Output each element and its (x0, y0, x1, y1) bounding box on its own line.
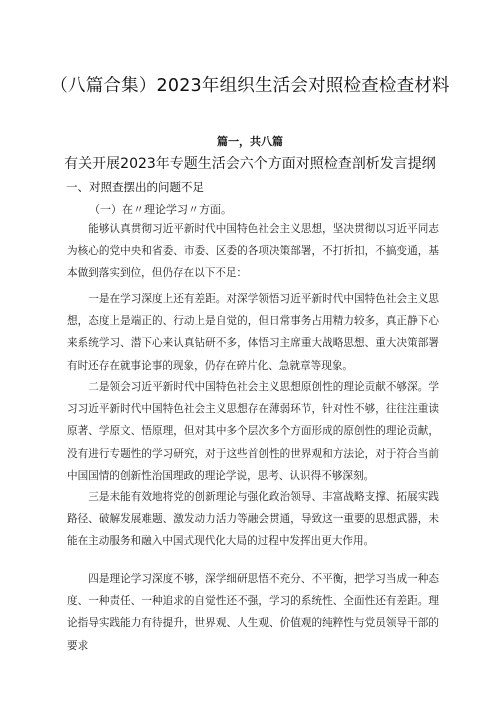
body-paragraph: 四是理论学习深度不够，深学细研思悟不充分、不平衡，把学习当成一种态度、一种责任、一种追求的自觉性还不强，学习的系统性、全面性还有差距。理论指导实践能力有待提升，世界观、人生观、价值观的纯粹性与党员领导干部的要求 (67, 573, 439, 652)
body-paragraph: 二是领会习近平新时代中国特色社会主义思想原创性的理论贡献不够深。学习习近平新时代中国特色社会主义思想存在薄弱环节，针对性不够，往往注重读原著、学原文、悟原理，但对其中多个层次多个方面形成的原创性的理论贡献，没有进行专题性的学习研究，对于这些首创性的世界观和方法论，对于符合当前中国国情的创新性治国理政的理论学说，思考、认识得不够深刻。 (67, 381, 439, 482)
body-paragraph: 一是在学习深度上还有差距。对深学领悟习近平新时代中国特色社会主义思想，态度上是端正的、行动上是自觉的，但日常事务占用精力较多，真正静下心来系统学习、潜下心来认真钻研不多，体悟习主席重大战略思想、重大决策部署有时还存在就事论事的现象，仍存在碎片化、急就章等现象。 (67, 293, 439, 372)
chapter-label: 篇一，共八篇 (217, 135, 283, 148)
section-heading: 一、对照查摆出的问题不足 (66, 180, 204, 194)
body-paragraph: 三是未能有效地将党的创新理论与强化政治领导、丰富战略支撑、拓展实践路径、破解发展难题、激发动力活力等融会贯通，导致这一重要的思想武器，未能在主动服务和融入中国式现代化大局的过程中发挥出更大作用。 (67, 491, 439, 548)
body-paragraph: 能够认真贯彻习近平新时代中国特色社会主义思想，坚决贯彻以习近平同志为核心的党中央和省委、市委、区委的各项决策部署，不打折扣，不搞变通，基本做到落实到位，但仍存在以下不足： (67, 223, 439, 280)
subsection-heading: （一）在〃理论学习〃方面。 (89, 203, 232, 216)
document-main-title: （八篇合集）2023年组织生活会对照检查检查材料 (50, 76, 450, 96)
document-title: 有关开展2023年专题生活会六个方面对照检查剖析发言提纲 (64, 156, 436, 172)
